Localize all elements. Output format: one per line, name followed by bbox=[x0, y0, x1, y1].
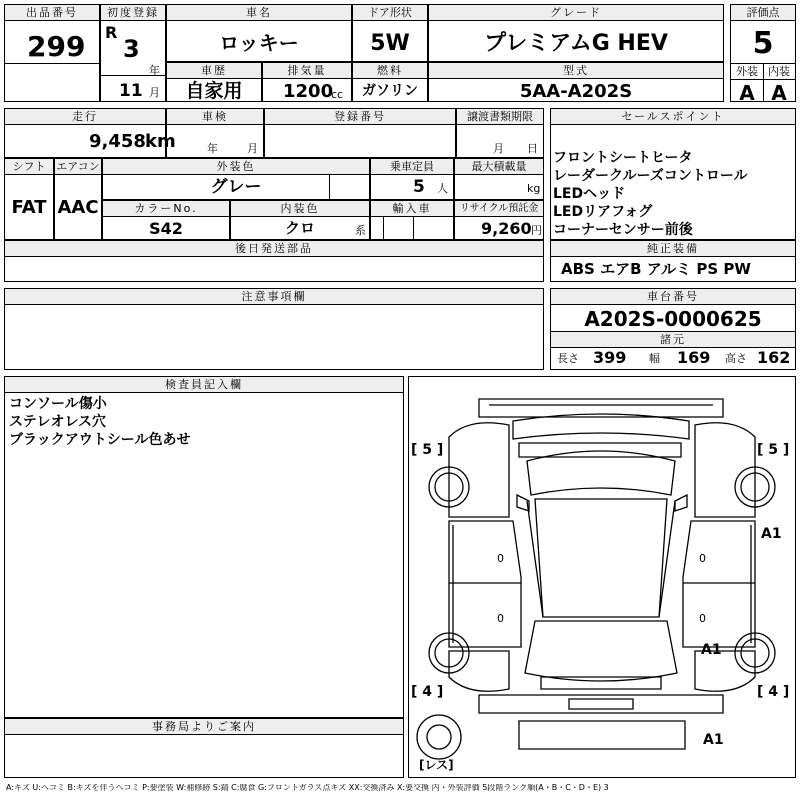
max-load-label: 最大積載量 bbox=[455, 159, 543, 175]
score-box bbox=[730, 4, 796, 105]
notes-box bbox=[4, 288, 544, 370]
transfer-box bbox=[456, 108, 544, 158]
specs-width: 169 bbox=[677, 348, 711, 367]
transfer-day-unit: 日 bbox=[527, 142, 538, 155]
grade-value: プレミアムG HEV bbox=[484, 31, 668, 56]
model-label: 型式 bbox=[429, 63, 723, 79]
score-int-value: A bbox=[771, 81, 787, 105]
grade-label: グレード bbox=[429, 5, 723, 21]
inspector-line: ステレオレス穴 bbox=[9, 414, 107, 430]
specs-label: 諸元 bbox=[551, 331, 795, 348]
specs-length: 399 bbox=[593, 348, 627, 367]
lot-number: 299 bbox=[27, 30, 86, 63]
recycle-label: リサイクル預託金 bbox=[455, 201, 543, 217]
door-mark: 0 bbox=[699, 552, 706, 565]
equipment-box bbox=[550, 240, 796, 282]
score-value: 5 bbox=[752, 26, 774, 61]
specs-length-label: 長さ bbox=[557, 352, 579, 365]
inspection-month-unit: 月 bbox=[247, 142, 258, 155]
tire-fl-label: [ 5 ] bbox=[411, 442, 444, 458]
int-color-box bbox=[230, 200, 370, 240]
model-box bbox=[428, 62, 724, 102]
ext-color-label: 外装色 bbox=[103, 159, 369, 175]
sales-point-item: LEDリアフォグ bbox=[553, 204, 653, 220]
model-value: 5AA-A202S bbox=[519, 81, 633, 102]
max-load-unit: kg bbox=[527, 182, 541, 195]
inspector-line: ブラックアウトシール色あせ bbox=[9, 432, 191, 448]
registration-label: 登録番号 bbox=[265, 109, 455, 125]
office-box bbox=[4, 718, 404, 778]
inspector-box bbox=[4, 376, 404, 718]
damage-mark: A1 bbox=[761, 526, 782, 542]
recycle-value: 9,260 bbox=[481, 219, 532, 238]
history-label: 車歴 bbox=[167, 63, 261, 79]
door-box bbox=[352, 4, 428, 62]
shift-box bbox=[4, 158, 54, 240]
score-ext-value: A bbox=[739, 81, 755, 105]
lot-box bbox=[4, 4, 100, 102]
inspection-year-unit: 年 bbox=[207, 142, 218, 155]
sales-point-item: コーナーセンサー前後 bbox=[553, 222, 693, 238]
first-reg-year-unit: 年 bbox=[149, 64, 160, 77]
car-outline bbox=[409, 377, 795, 777]
int-color-value: クロ bbox=[284, 219, 315, 237]
shift-label: シフト bbox=[5, 159, 53, 175]
chassis-value: A202S-0000625 bbox=[584, 307, 762, 331]
recycle-box bbox=[454, 200, 544, 240]
car-name-label: 車名 bbox=[167, 5, 351, 21]
mileage-value: 9,458 bbox=[89, 131, 146, 152]
later-parts-label: 後日発送部品 bbox=[5, 241, 543, 257]
int-color-label: 内装色 bbox=[231, 201, 369, 217]
first-reg-month: 11 bbox=[119, 81, 143, 101]
chassis-label: 車台番号 bbox=[551, 289, 795, 305]
displacement-label: 排気量 bbox=[263, 63, 351, 79]
ext-color-box bbox=[102, 158, 370, 200]
specs-height: 162 bbox=[757, 348, 791, 367]
mileage-unit: km bbox=[145, 131, 176, 152]
recycle-unit: 円 bbox=[531, 224, 542, 237]
fuel-label: 燃料 bbox=[353, 63, 427, 79]
capacity-label: 乗車定員 bbox=[371, 159, 453, 175]
displacement-unit: cc bbox=[331, 88, 344, 101]
car-name-value: ロッキー bbox=[219, 31, 299, 55]
sales-point-item: フロントシートヒータ bbox=[553, 150, 693, 166]
import-label: 輸入車 bbox=[371, 201, 453, 217]
capacity-box bbox=[370, 158, 454, 200]
equipment-label: 純正装備 bbox=[551, 241, 795, 257]
capacity-unit: 人 bbox=[437, 182, 448, 195]
first-reg-year: 3 bbox=[123, 35, 140, 63]
int-color-suffix: 系 bbox=[355, 224, 366, 237]
inspection-box bbox=[166, 108, 264, 158]
damage-mark: A1 bbox=[703, 732, 724, 748]
history-value: 自家用 bbox=[185, 80, 243, 102]
mileage-box bbox=[4, 108, 176, 158]
aircon-value: AAC bbox=[57, 197, 99, 218]
grade-box bbox=[428, 4, 724, 62]
score-int-label: 内装 bbox=[768, 65, 790, 78]
score-ext-label: 外装 bbox=[736, 65, 758, 78]
aircon-label: エアコン bbox=[56, 160, 100, 173]
sales-points-box bbox=[550, 108, 796, 240]
lot-label: 出品番号 bbox=[5, 5, 99, 21]
history-box bbox=[166, 62, 262, 102]
color-no-label: カラーNo. bbox=[103, 201, 229, 217]
door-mark: 0 bbox=[497, 552, 504, 565]
ext-color-value: グレー bbox=[210, 177, 262, 197]
first-reg-label: 初度登録 bbox=[101, 5, 165, 21]
car-name-box bbox=[166, 4, 352, 62]
specs-height-label: 高さ bbox=[725, 352, 747, 365]
equipment-value: ABS エアB アルミ PS PW bbox=[561, 260, 751, 278]
door-value: 5W bbox=[370, 31, 410, 56]
aircon-box bbox=[54, 158, 102, 240]
car-diagram bbox=[408, 376, 796, 778]
first-reg-box bbox=[100, 4, 166, 102]
notes-label: 注意事項欄 bbox=[5, 289, 543, 305]
fuel-value: ガソリン bbox=[362, 83, 418, 99]
color-no-box bbox=[102, 200, 230, 240]
inspector-label: 検査員記入欄 bbox=[5, 377, 403, 393]
displacement-value: 1200 bbox=[283, 81, 334, 102]
sales-point-item: LEDヘッド bbox=[553, 186, 626, 202]
specs-width-label: 幅 bbox=[649, 352, 660, 365]
shift-value: FAT bbox=[11, 197, 47, 218]
inspection-label: 車検 bbox=[167, 109, 263, 125]
later-parts-box bbox=[4, 240, 544, 282]
inspector-line: コンソール傷小 bbox=[9, 396, 107, 412]
spare-tire-label: [レス] bbox=[419, 758, 454, 772]
tire-rr-label: [ 4 ] bbox=[757, 684, 790, 700]
score-label: 評価点 bbox=[731, 5, 795, 21]
door-mark: 0 bbox=[497, 612, 504, 625]
mileage-label: 走行 bbox=[5, 109, 165, 125]
chassis-box bbox=[550, 288, 796, 370]
damage-mark: A1 bbox=[701, 642, 722, 658]
capacity-value: 5 bbox=[413, 177, 425, 197]
import-box bbox=[370, 200, 454, 240]
registration-box bbox=[264, 108, 456, 158]
tire-fr-label: [ 5 ] bbox=[757, 442, 790, 458]
transfer-label: 譲渡書類期限 bbox=[457, 109, 543, 125]
fuel-box bbox=[352, 62, 428, 102]
first-reg-month-unit: 月 bbox=[149, 86, 160, 99]
displacement-box bbox=[262, 62, 352, 102]
sales-point-item: レーダークルーズコントロール bbox=[553, 168, 748, 184]
sales-points-label: セールスポイント bbox=[551, 109, 795, 125]
door-mark: 0 bbox=[699, 612, 706, 625]
color-no-value: S42 bbox=[149, 219, 183, 238]
transfer-month-unit: 月 bbox=[493, 142, 504, 155]
legend-text: A:キズ U:ヘコミ B:キズを伴うヘコミ P:要塗装 W:補修跡 S:錆 C:腐食 G:フロントガラス点キズ XX:交換済み X:要交換 内・外装評価 5段階ランク順(A・B・C・D・E) 3 bbox=[6, 784, 609, 792]
max-load-box bbox=[454, 158, 544, 200]
tire-rl-label: [ 4 ] bbox=[411, 684, 444, 700]
first-reg-era: R bbox=[105, 23, 118, 42]
door-label: ドア形状 bbox=[353, 5, 427, 21]
office-label: 事務局よりご案内 bbox=[5, 719, 403, 735]
